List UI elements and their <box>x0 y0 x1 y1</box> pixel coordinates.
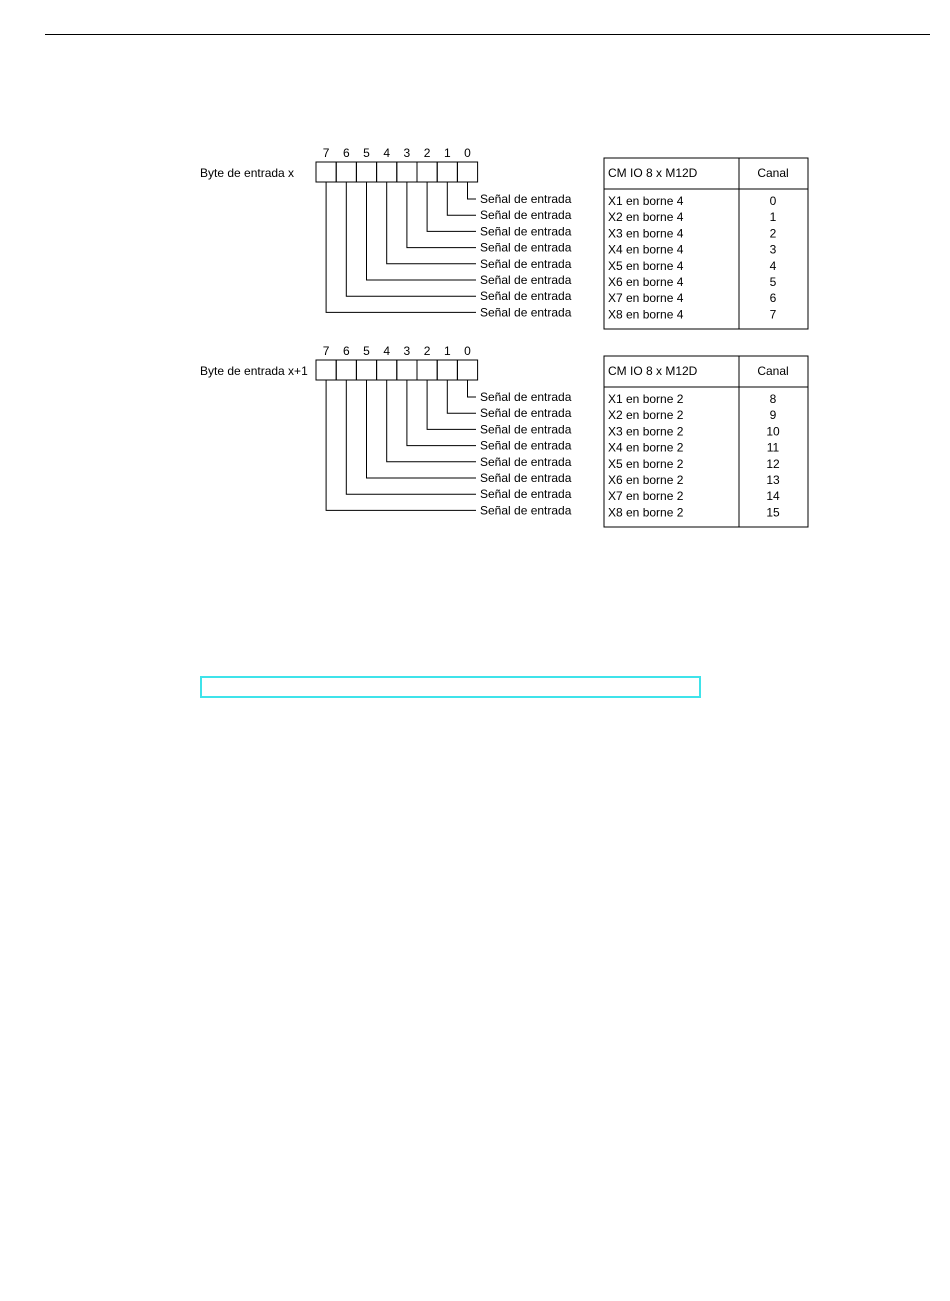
channel-cell: 1 <box>769 210 777 225</box>
channel-cell: 3 <box>769 242 777 257</box>
bit-number: 2 <box>423 344 431 358</box>
bit-cell <box>316 162 336 182</box>
byte-group-1 <box>200 344 808 527</box>
terminal-cell: X7 en borne 4 <box>608 291 684 306</box>
signal-label: Señal de entrada <box>480 422 572 437</box>
bit-number: 1 <box>443 344 451 358</box>
byte-label: Byte de entrada x+1 <box>200 364 308 378</box>
signal-label: Señal de entrada <box>480 454 572 469</box>
bit-number: 4 <box>383 146 391 160</box>
bit-cell <box>437 360 457 380</box>
connector-line <box>387 182 476 264</box>
bit-cell <box>457 162 477 182</box>
terminal-cell: X6 en borne 2 <box>608 473 684 487</box>
terminal-cell: X2 en borne 4 <box>608 210 684 225</box>
byte-group-0 <box>200 146 808 329</box>
connector-line <box>346 380 476 494</box>
terminal-cell: X2 en borne 2 <box>608 408 684 423</box>
bit-number: 2 <box>423 146 431 160</box>
channel-cell: 0 <box>769 194 777 208</box>
channel-cell: 2 <box>769 226 777 241</box>
signal-label: Señal de entrada <box>480 471 572 485</box>
channel-cell: 11 <box>766 440 780 455</box>
connector-line <box>468 380 477 397</box>
bit-number: 3 <box>403 146 411 160</box>
signal-label: Señal de entrada <box>480 192 572 206</box>
terminal-cell: X4 en borne 4 <box>608 242 684 257</box>
signal-label: Señal de entrada <box>480 438 572 453</box>
bit-cell <box>356 360 376 380</box>
channel-cell: 6 <box>769 291 777 306</box>
bit-cell <box>397 162 417 182</box>
channel-cell: 12 <box>766 456 780 471</box>
table-header-module: CM IO 8 x M12D <box>608 364 698 378</box>
terminal-cell: X5 en borne 4 <box>608 258 684 273</box>
signal-label: Señal de entrada <box>480 224 572 239</box>
signal-label: Señal de entrada <box>480 503 572 518</box>
channel-cell: 15 <box>766 505 780 520</box>
connector-line <box>427 182 476 231</box>
channel-cell: 10 <box>766 424 780 439</box>
bit-number: 5 <box>363 146 370 160</box>
signal-label: Señal de entrada <box>480 256 572 271</box>
bit-cell <box>316 360 336 380</box>
connector-line <box>346 182 476 296</box>
table-header-module: CM IO 8 x M12D <box>608 166 698 180</box>
caption-box <box>200 676 701 698</box>
signal-label: Señal de entrada <box>480 289 572 304</box>
bit-cell <box>377 360 397 380</box>
terminal-cell: X8 en borne 4 <box>608 307 684 322</box>
signal-label: Señal de entrada <box>480 240 572 255</box>
terminal-cell: X8 en borne 2 <box>608 505 684 520</box>
bit-number: 7 <box>322 344 330 358</box>
terminal-cell: X1 en borne 4 <box>608 194 684 208</box>
channel-cell: 7 <box>769 307 777 322</box>
terminal-cell: X7 en borne 2 <box>608 489 684 504</box>
channel-cell: 5 <box>769 275 777 289</box>
bit-cell <box>417 162 437 182</box>
signal-label: Señal de entrada <box>480 390 572 404</box>
bit-number: 6 <box>342 344 350 358</box>
terminal-cell: X4 en borne 2 <box>608 440 684 455</box>
channel-cell: 4 <box>769 258 777 273</box>
bit-cell <box>437 162 457 182</box>
connector-line <box>387 380 476 462</box>
terminal-cell: X5 en borne 2 <box>608 456 684 471</box>
bit-number: 6 <box>342 146 350 160</box>
bit-cell <box>377 162 397 182</box>
terminal-cell: X3 en borne 2 <box>608 424 684 439</box>
bit-number: 0 <box>464 146 471 160</box>
signal-label: Señal de entrada <box>480 305 572 320</box>
channel-cell: 9 <box>769 408 777 423</box>
terminal-cell: X6 en borne 4 <box>608 275 684 289</box>
byte-label: Byte de entrada x <box>200 166 295 180</box>
bit-number: 0 <box>464 344 471 358</box>
bit-number: 1 <box>443 146 451 160</box>
signal-label: Señal de entrada <box>480 273 572 287</box>
bit-cell <box>417 360 437 380</box>
terminal-cell: X3 en borne 4 <box>608 226 684 241</box>
channel-cell: 8 <box>769 392 777 406</box>
bit-number: 5 <box>363 344 370 358</box>
signal-label: Señal de entrada <box>480 406 572 421</box>
bit-number: 4 <box>383 344 391 358</box>
bit-number: 3 <box>403 344 411 358</box>
signal-label: Señal de entrada <box>480 208 572 223</box>
bit-cell <box>397 360 417 380</box>
bit-cell <box>356 162 376 182</box>
terminal-cell: X1 en borne 2 <box>608 392 684 406</box>
bit-cell <box>457 360 477 380</box>
table-header-channel: Canal <box>757 166 789 180</box>
channel-cell: 13 <box>766 473 780 487</box>
channel-cell: 14 <box>766 489 780 504</box>
bit-number: 7 <box>322 146 330 160</box>
bit-cell <box>336 162 356 182</box>
connector-line <box>468 182 477 199</box>
table-header-channel: Canal <box>757 364 789 378</box>
signal-label: Señal de entrada <box>480 487 572 502</box>
connector-line <box>427 380 476 429</box>
bit-cell <box>336 360 356 380</box>
